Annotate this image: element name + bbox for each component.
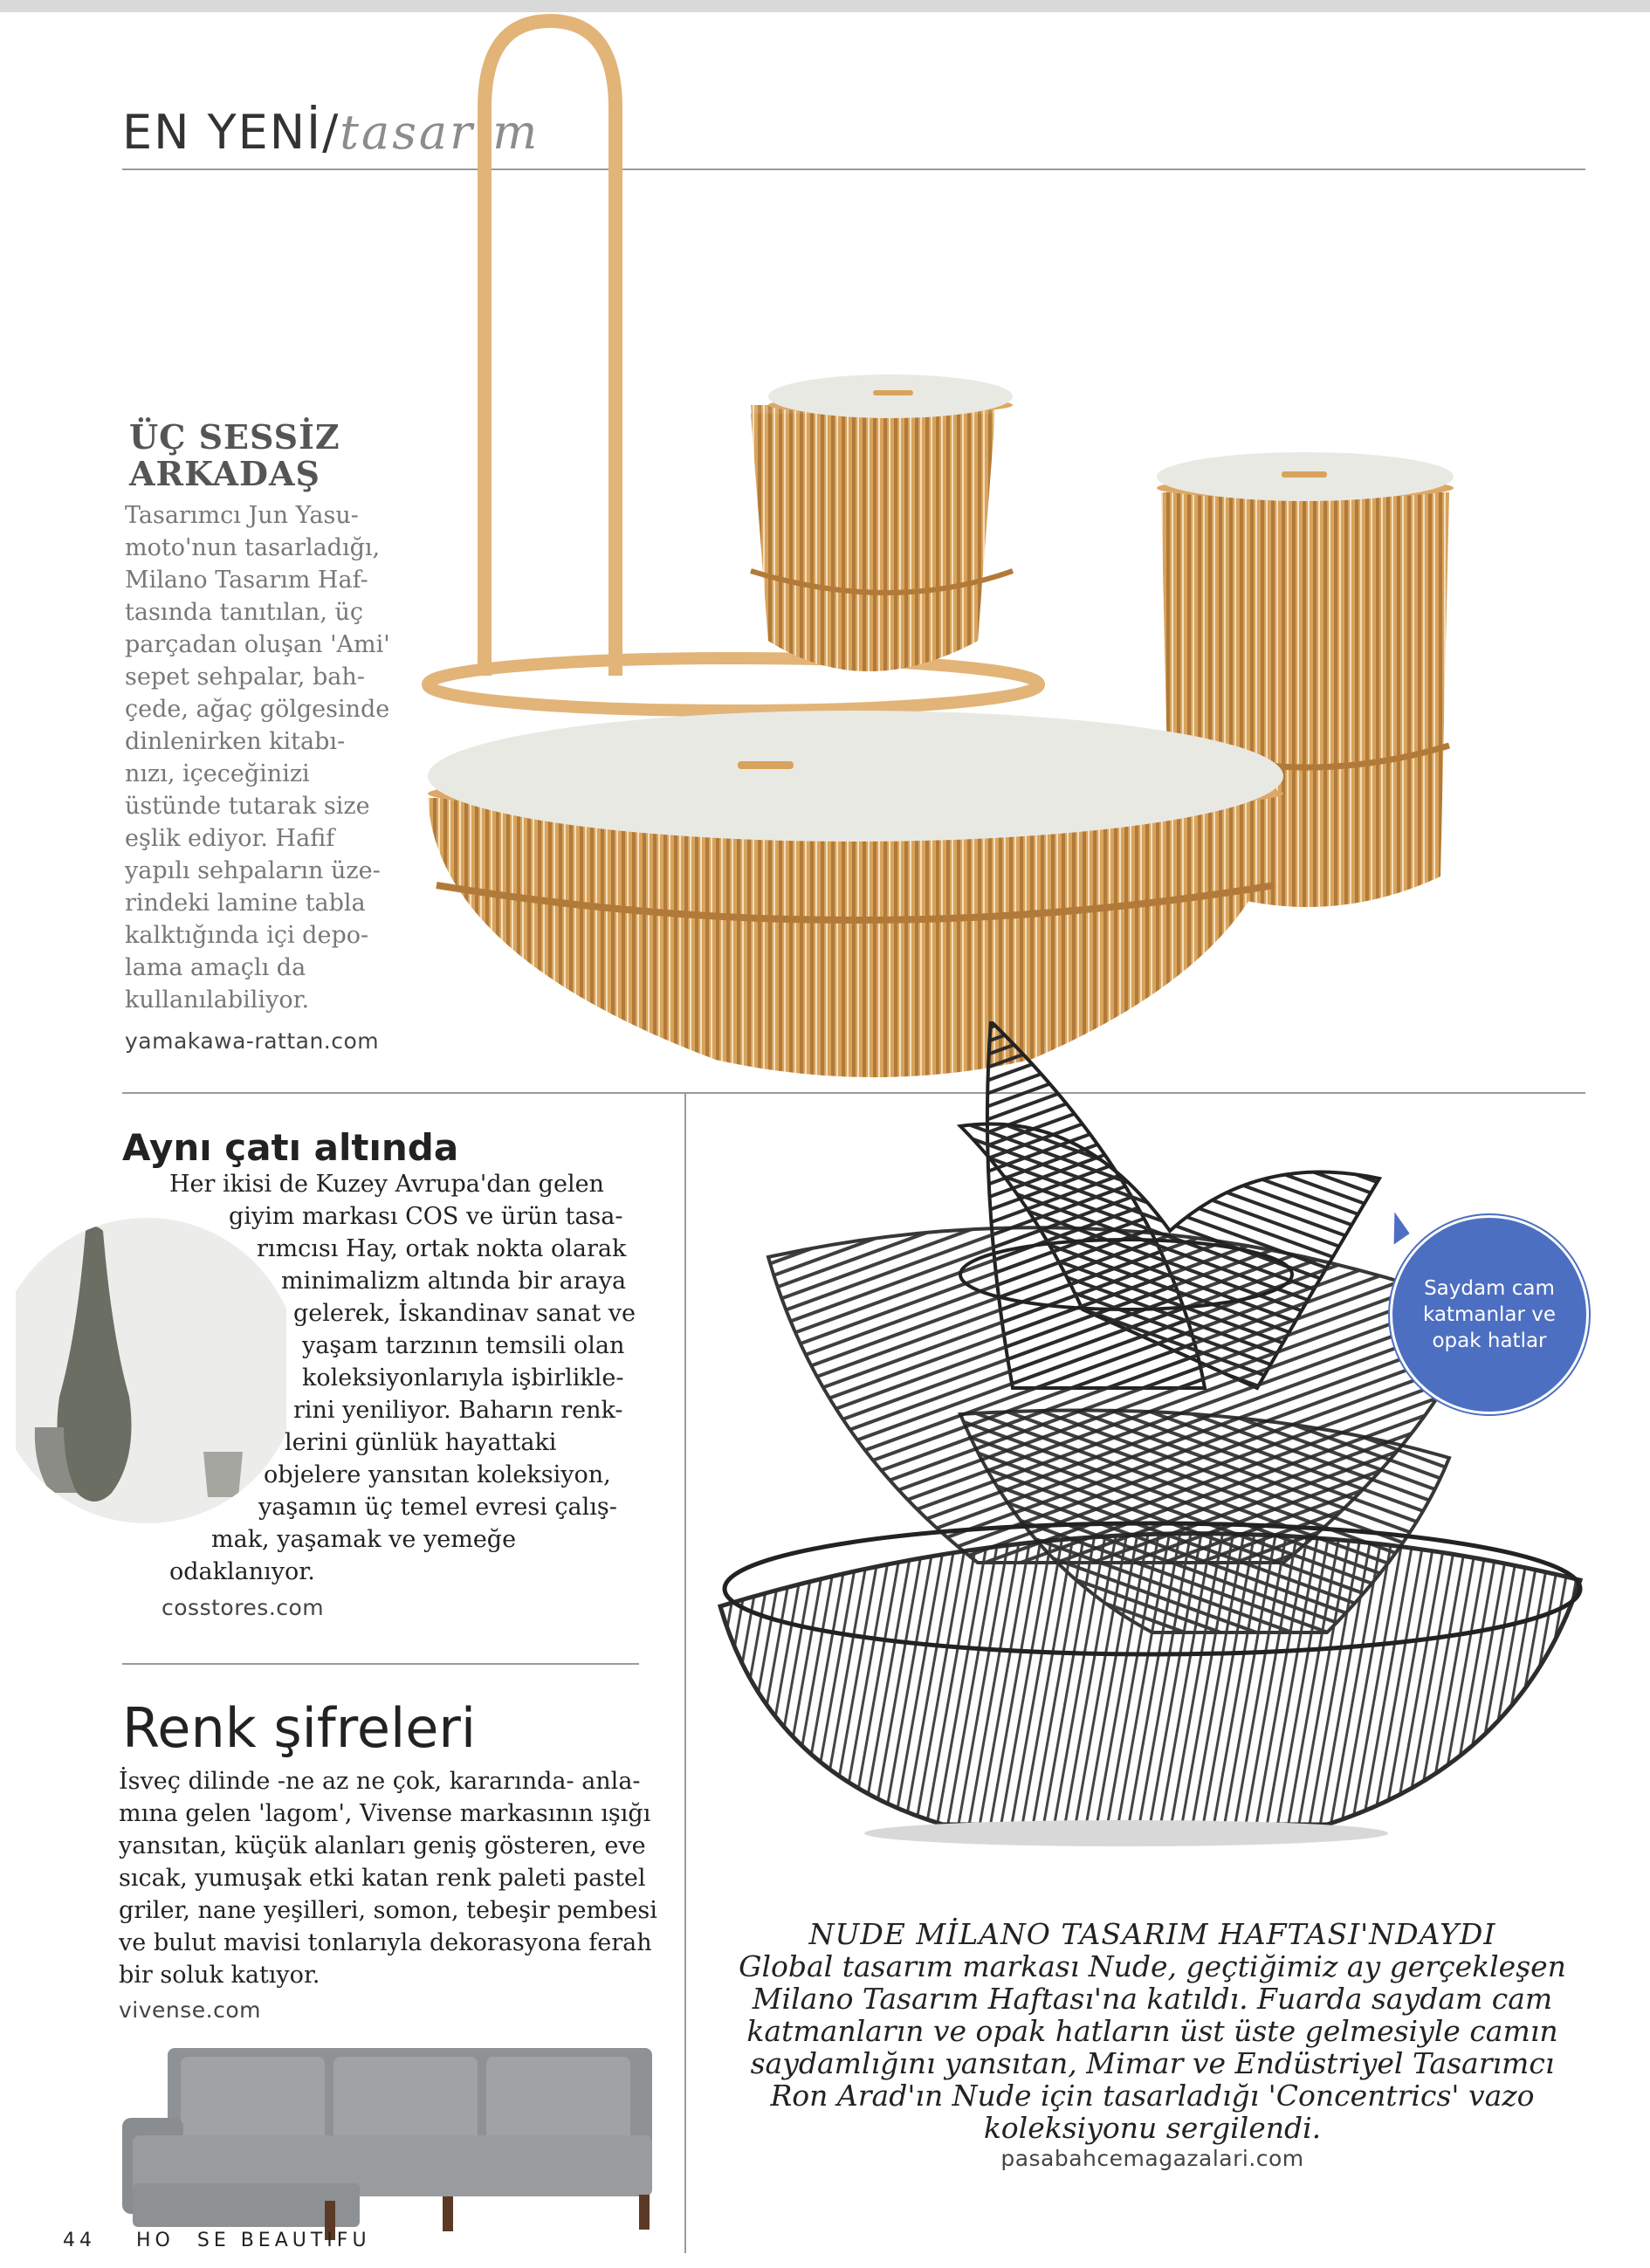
article1-line: moto'nun tasarladığı, [125,534,381,561]
article3-line: sıcak, yumuşak etki katan renk paleti pastel [119,1865,646,1892]
article1-line: parçadan oluşan 'Ami' [125,631,390,658]
article1-line: eşlik ediyor. Hafif [125,825,335,852]
article3-body [119,1765,677,1991]
article4-line: koleksiyonu sergilendi. [983,2111,1322,2145]
article3-line: mına gelen 'lagom', Vivense markasının ışığı [119,1800,651,1827]
article1-line: rindeki lamine tabla [125,890,366,917]
article1-body [125,499,422,1016]
article2-line: yaşamın üç temel evresi çalış- [258,1494,617,1521]
article2-title: Aynı çatı altında [122,1126,459,1169]
article3-url[interactable]: vivense.com [119,1997,262,2023]
folio [63,2230,371,2251]
callout-bubble [1390,1215,1589,1414]
article1-line: kalktığında içi depo- [125,922,369,949]
bubble-line: opak hatlar [1432,1330,1547,1352]
article1-line: sepet sehpalar, bah- [125,663,365,691]
article1-line: dinlenirken kitabı- [125,728,346,755]
article4-url[interactable]: pasabahcemagazalari.com [1000,2146,1304,2171]
concentrics-vase-photo [716,1021,1589,1894]
article2-line: mak, yaşamak ve yemeğe [211,1526,517,1553]
article2-line: yaşam tarzının temsili olan [302,1332,625,1359]
article1-line: kullanılabiliyor. [125,986,310,1014]
article3-line: yansıtan, küçük alanları geniş gösteren, eve [119,1832,646,1859]
article4-line: Global tasarım markası Nude, geçtiğimiz ay gerçekleşen [739,1949,1566,1983]
article3-title: Renk şifreleri [122,1696,477,1760]
article4-body [716,1950,1589,2144]
column-divider [684,1092,686,2253]
article2-line: minimalizm altında bir araya [281,1268,627,1295]
article1-title-line1: ÜÇ SESSİZ [129,417,340,457]
article1-line: tasında tanıtılan, üç [125,599,364,626]
article1-title [129,419,340,492]
article2-line: lerini günlük hayattaki [285,1429,557,1456]
magazine-name-right: SE BEAUTIFU [196,2230,371,2251]
sofa-photo [115,2031,674,2258]
article2-body [169,1168,658,1588]
article2-url[interactable]: cosstores.com [162,1595,325,1620]
article2-line: giyim markası COS ve ürün tasa- [229,1203,623,1230]
article3-line: İsveç dilinde -ne az ne çok, kararında- anla- [119,1768,641,1795]
article3-line: bir soluk katıyor. [119,1962,320,1989]
article4-line: katmanların ve opak hatların üst üste gelmesiyle camın [746,2014,1558,2048]
article3-line: ve bulut mavisi tonlarıyla dekorasyona ferah [119,1929,652,1956]
article1-title-line2: ARKADAŞ [129,454,320,493]
rattan-tables-photo [402,12,1624,1077]
article3-rule [122,1663,639,1665]
section-title-italic: tasarım [340,105,540,160]
bubble-line: Saydam cam [1424,1277,1555,1300]
bubble-line: katmanlar ve [1422,1303,1557,1326]
article2-line: rımcısı Hay, ortak nokta olarak [257,1235,627,1262]
article1-line: Milano Tasarım Haf- [125,567,368,594]
article3-line: griler, nane yeşilleri, somon, tebeşir pembesi [119,1897,657,1924]
article2-line: koleksiyonlarıyla işbirlikle- [302,1364,624,1392]
article2-line: gelerek, İskandinav sanat ve [293,1300,636,1327]
section-title-main: EN YENİ/ [122,105,340,160]
article4-title: NUDE MİLANO TASARIM HAFTASI'NDAYDI [808,1917,1496,1951]
page-number: 44 [63,2230,96,2251]
article1-line: yapılı sehpaların üze- [125,857,381,884]
article1-url[interactable]: yamakawa-rattan.com [125,1028,380,1054]
article1-line: lama amaçlı da [125,954,306,981]
page-top-edge [0,0,1650,12]
article2-line: odaklanıyor. [169,1558,315,1585]
article4-line: Ron Arad'ın Nude için tasarladığı 'Concentrics' vazo [770,2079,1535,2113]
article4-line: saydamlığını yansıtan, Mimar ve Endüstriyel Tasarımcı [750,2046,1555,2080]
article1-line: üstünde tutarak size [125,793,370,820]
article1-line: nızı, içeceğinizi [125,760,310,787]
magazine-name-left: HO [136,2230,175,2251]
article1-line: Tasarımcı Jun Yasu- [125,502,359,529]
article2-line: Her ikisi de Kuzey Avrupa'dan gelen [169,1171,604,1198]
article4-line: Milano Tasarım Haftası'na katıldı. Fuarda saydam cam [752,1982,1553,2016]
article2-line: rini yeniliyor. Baharın renk- [293,1397,623,1424]
article1-line: çede, ağaç gölgesinde [125,696,390,723]
article2-line: objelere yansıtan koleksiyon, [264,1461,611,1488]
